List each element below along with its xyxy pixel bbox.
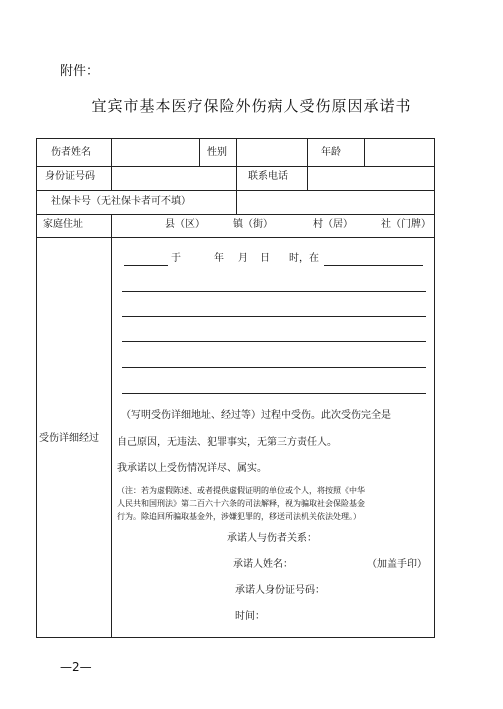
signature-time-label: 时间： bbox=[235, 611, 265, 622]
commitment-statement: 我承诺以上受伤情况详尽、属实。 bbox=[117, 463, 267, 474]
row-divider bbox=[37, 214, 434, 215]
signature-seal-note: （加盖手印） bbox=[367, 559, 427, 570]
date-month-text: 月 bbox=[238, 253, 248, 264]
details-paragraph-line1: （写明受伤详细地址、经过等）过程中受伤。此次受伤完全是 bbox=[121, 410, 391, 421]
legal-note-line2: 人民共和国刑法》第二百六十六条的司法解释，视为骗取社会保险基金 bbox=[117, 499, 365, 508]
col-divider bbox=[111, 214, 112, 637]
id-number-label: 身份证号码 bbox=[45, 171, 95, 182]
address-county-label: 县（区） bbox=[165, 219, 205, 230]
address-group-label: 社（门牌） bbox=[381, 219, 431, 230]
contact-phone-label: 联系电话 bbox=[248, 171, 288, 182]
attachment-label: 附件： bbox=[60, 64, 100, 79]
date-day-text: 日 bbox=[260, 253, 270, 264]
col-divider bbox=[199, 139, 200, 166]
injured-name-label: 伤者姓名 bbox=[51, 147, 91, 158]
date-time-text: 时，在 bbox=[289, 253, 319, 264]
writing-line bbox=[122, 393, 426, 394]
row-divider bbox=[37, 237, 434, 238]
document-title: 宜宾市基本医疗保险外伤病人受伤原因承诺书 bbox=[91, 97, 412, 115]
location-blank-line bbox=[324, 265, 423, 266]
writing-line bbox=[122, 367, 426, 368]
commitment-form bbox=[36, 138, 435, 638]
writing-line bbox=[122, 341, 426, 342]
signature-id-label: 承诺人身份证号码： bbox=[235, 585, 325, 596]
col-divider bbox=[236, 190, 237, 214]
col-divider bbox=[307, 139, 308, 190]
col-divider bbox=[364, 139, 365, 166]
injury-details-label: 受伤详细经过 bbox=[39, 433, 99, 444]
col-divider bbox=[111, 139, 112, 190]
writing-line bbox=[122, 291, 426, 292]
age-label: 年龄 bbox=[321, 147, 341, 158]
gender-label: 性别 bbox=[207, 147, 227, 158]
signature-name-label: 承诺人姓名： bbox=[233, 559, 293, 570]
signature-relation-label: 承诺人与伤者关系： bbox=[227, 533, 317, 544]
address-village-label: 村（居） bbox=[313, 219, 353, 230]
writing-line bbox=[122, 316, 426, 317]
page-number: —2— bbox=[60, 660, 92, 674]
col-divider bbox=[236, 139, 237, 190]
legal-note-line1: （注：若为虚假陈述、或者提供虚假证明的单位或个人，将按照《中华 bbox=[117, 486, 365, 495]
details-paragraph-line2: 自己原因，无违法、犯罪事实，无第三方责任人。 bbox=[117, 437, 337, 448]
date-yu-text: 于 bbox=[171, 253, 181, 264]
legal-note-line3: 行为。除追回所骗取基金外，涉嫌犯罪的，移送司法机关依法处理。） bbox=[117, 512, 361, 521]
insurance-card-label: 社保卡号（无社保卡者可不填） bbox=[51, 196, 191, 207]
home-address-label: 家庭住址 bbox=[43, 219, 83, 230]
address-town-label: 镇（街） bbox=[233, 219, 273, 230]
date-year-text: 年 bbox=[214, 253, 224, 264]
date-blank-line bbox=[124, 265, 168, 266]
